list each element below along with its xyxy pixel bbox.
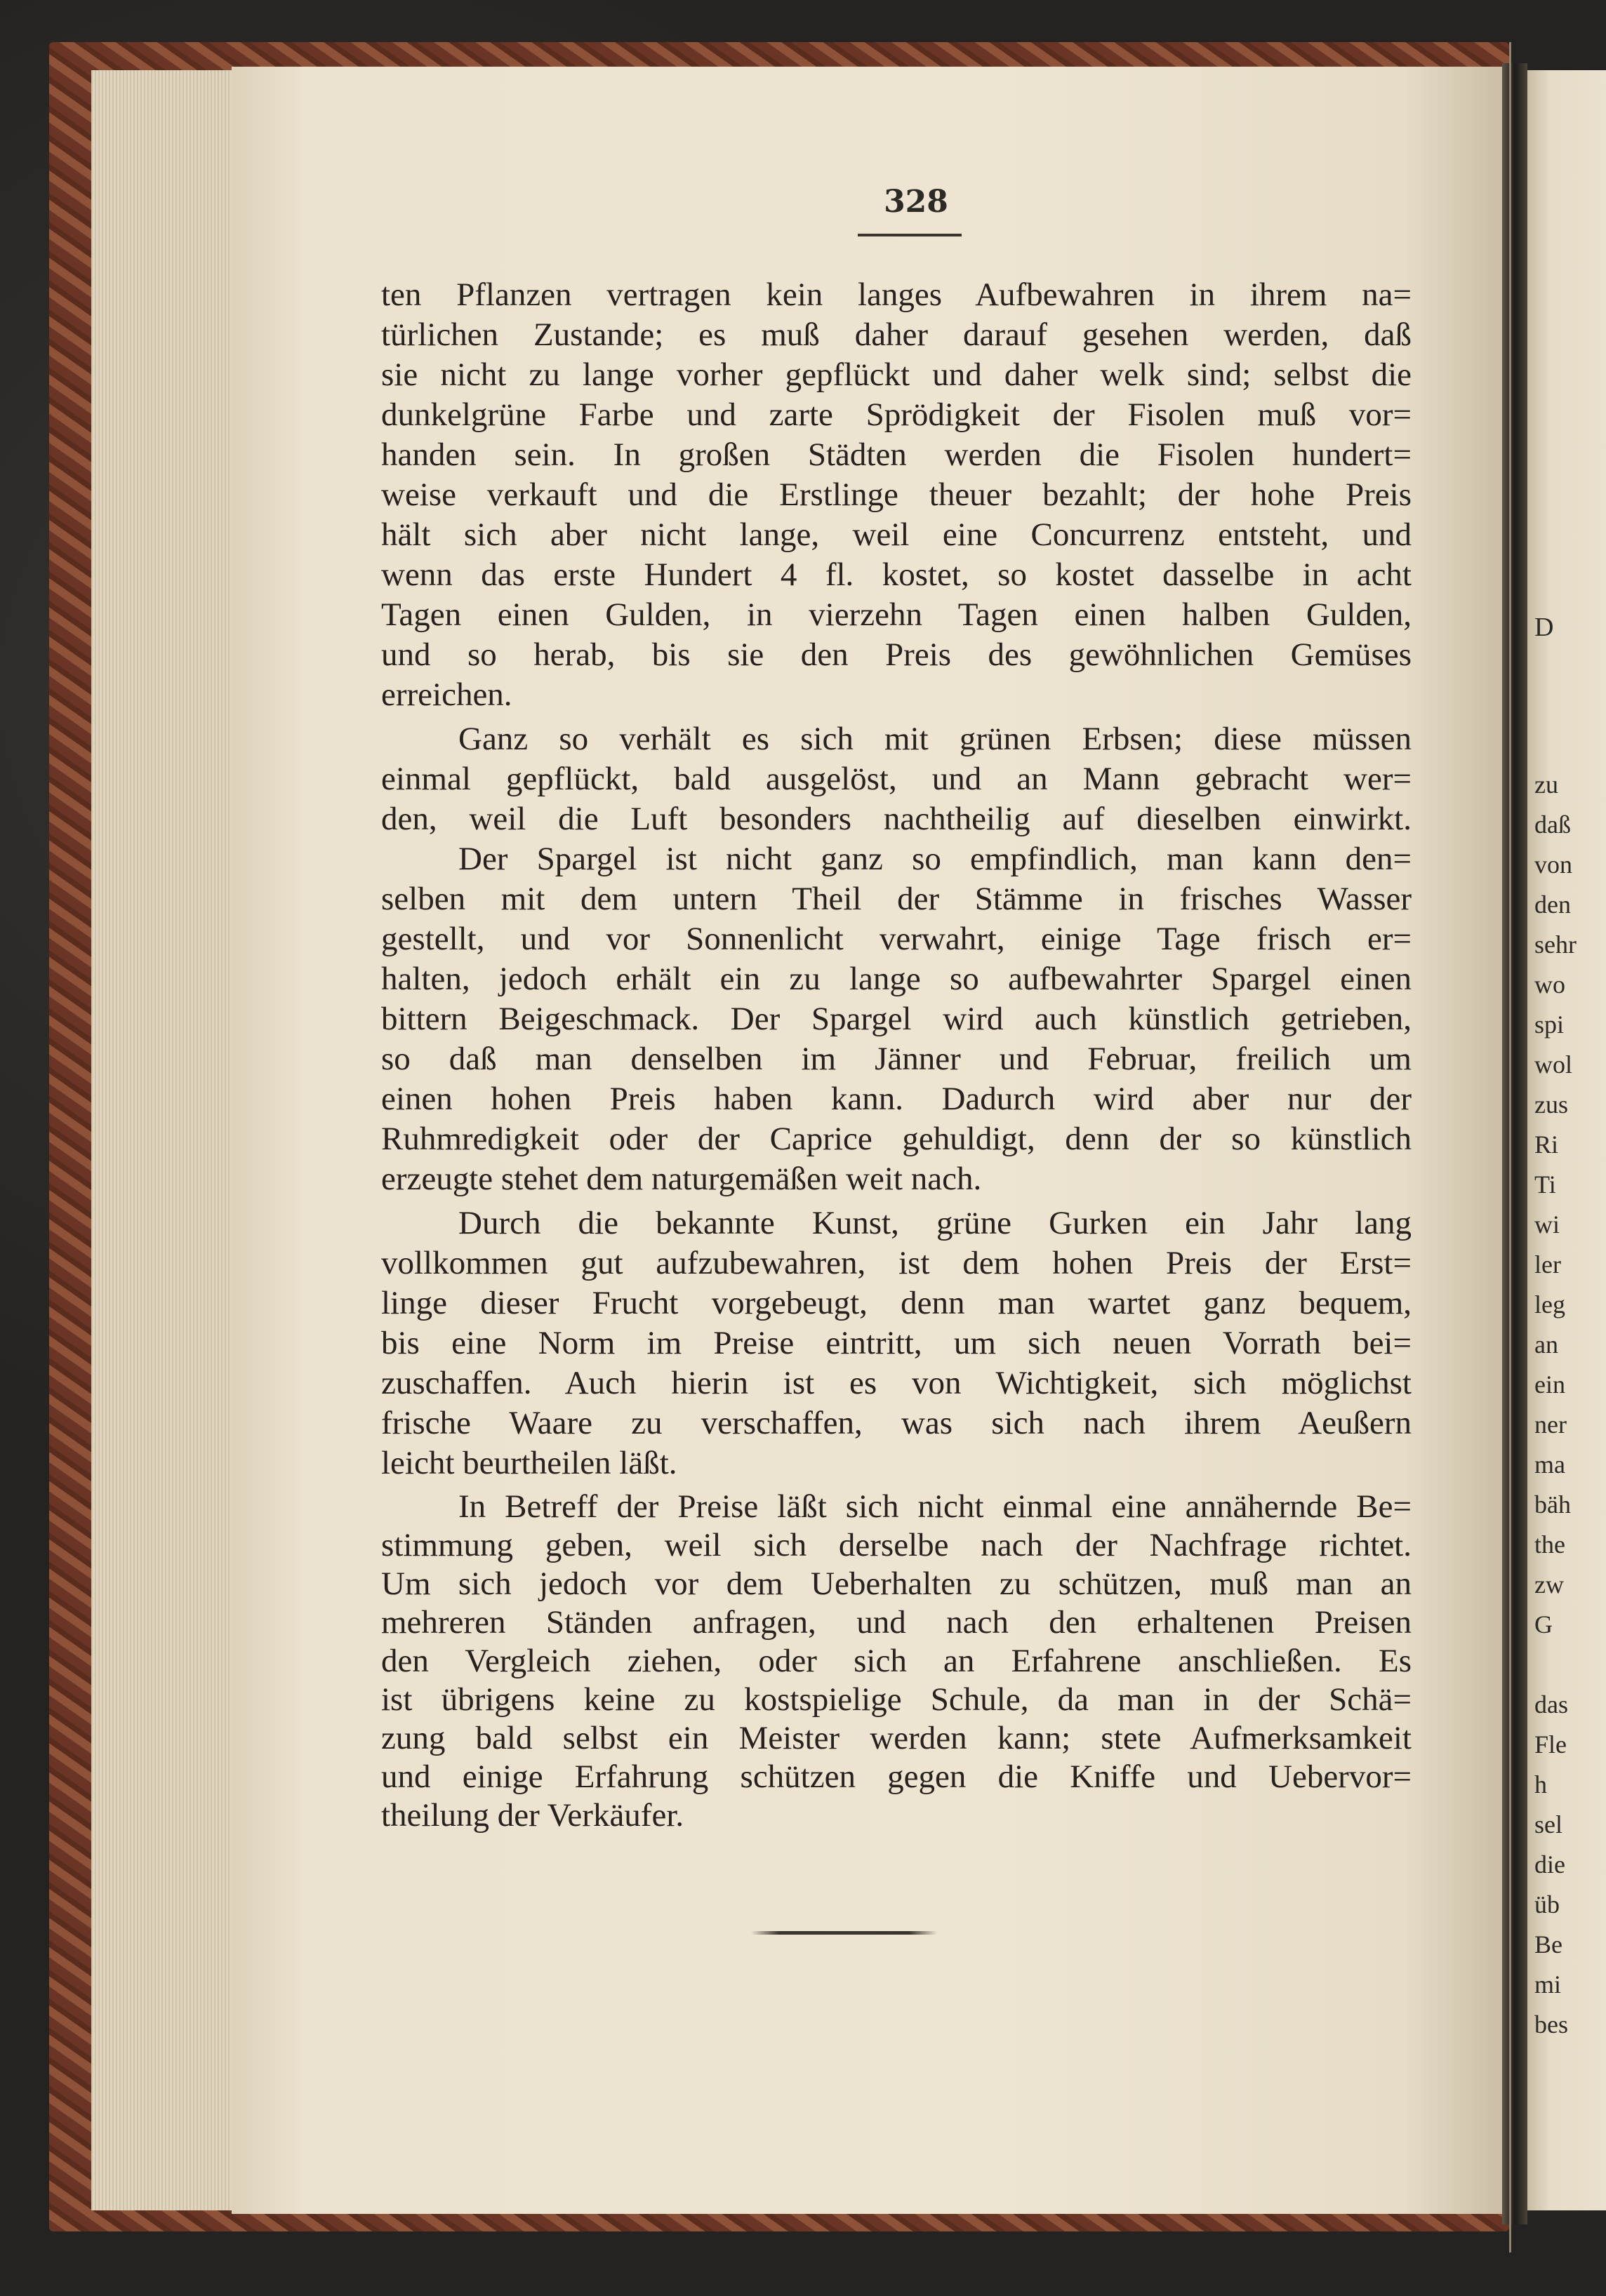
text-line: theilung der Verkäufer. — [381, 1797, 684, 1834]
next-page-fragment: die — [1534, 1850, 1565, 1878]
text-line: Ganz so verhält es sich mit grünen Erbsen; diese müssen — [458, 721, 1412, 757]
text-line: leicht beurtheilen läßt. — [381, 1445, 677, 1481]
text-line: Ruhmredigkeit oder der Caprice gehuldigt, denn der so künstlich — [381, 1121, 1412, 1157]
text-line: Um sich jedoch vor dem Ueberhalten zu schützen, muß man an — [381, 1566, 1412, 1602]
header-rule — [858, 234, 962, 236]
text-line: zuschaffen. Auch hierin ist es von Wichtigkeit, sich möglichst — [381, 1365, 1412, 1401]
text-line: hält sich aber nicht lange, weil eine Concurrenz entsteht, und — [381, 516, 1412, 553]
next-page-fragment: zu — [1534, 770, 1558, 799]
spine-line — [1509, 42, 1511, 2252]
text-line: weise verkauft und die Erstlinge theuer bezahlt; der hohe Preis — [381, 476, 1412, 513]
next-page-fragment: mi — [1534, 1970, 1562, 1998]
text-line: vollkommen gut aufzubewahren, ist dem hohen Preis der Erst= — [381, 1245, 1412, 1281]
text-line: einmal gepflückt, bald ausgelöst, und an Mann gebracht wer= — [381, 761, 1412, 797]
text-line: ten Pflanzen vertragen kein langes Aufbewahren in ihrem na= — [381, 276, 1412, 313]
next-page-fragment: sel — [1534, 1810, 1562, 1838]
paragraph — [381, 1488, 1412, 1835]
next-page-fragment: Fle — [1534, 1730, 1567, 1758]
text-line: bis eine Norm im Preise eintritt, um sich neuen Vorrath bei= — [381, 1325, 1412, 1361]
next-page-fragment: wi — [1534, 1210, 1560, 1239]
end-rule — [751, 1931, 937, 1935]
body-text — [381, 275, 1412, 1839]
text-line: halten, jedoch erhält ein zu lange so aufbewahrter Spargel einen — [381, 961, 1412, 997]
next-page-fragment: h — [1534, 1770, 1547, 1798]
text-line: Tagen einen Gulden, in vierzehn Tagen einen halben Gulden, — [381, 596, 1412, 633]
page-edges — [91, 70, 239, 2210]
next-page-fragment: Be — [1534, 1930, 1562, 1958]
text-line: In Betreff der Preise läßt sich nicht einmal eine annähernde Be= — [458, 1488, 1412, 1525]
book-spine — [1502, 63, 1527, 2224]
paragraph — [381, 275, 1412, 715]
next-page-fragment: daß — [1534, 810, 1571, 839]
text-line: und einige Erfahrung schützen gegen die Kniffe und Uebervor= — [381, 1758, 1412, 1795]
next-page-fragment: wol — [1534, 1050, 1572, 1079]
paragraph — [381, 719, 1412, 1199]
text-line: frische Waare zu verschaffen, was sich nach ihrem Aeußern — [381, 1405, 1412, 1441]
text-line: stimmung geben, weil sich derselbe nach der Nachfrage richtet. — [381, 1527, 1412, 1563]
next-page-fragment: ler — [1534, 1250, 1561, 1279]
next-page-fragment: bes — [1534, 2010, 1568, 2038]
next-page-fragment: Ti — [1534, 1170, 1556, 1199]
next-page-fragment: spi — [1534, 1010, 1565, 1039]
text-line: zung bald selbst ein Meister werden kann; stete Aufmerksamkeit — [381, 1720, 1412, 1756]
text-line: Der Spargel ist nicht ganz so empfindlich, man kann den= — [458, 841, 1412, 877]
text-line: mehreren Ständen anfragen, und nach den erhaltenen Preisen — [381, 1604, 1412, 1641]
next-page-fragment: bäh — [1534, 1490, 1571, 1519]
next-page-fragment: wo — [1534, 970, 1565, 999]
next-page-fragment: ein — [1534, 1370, 1565, 1399]
text-line: dunkelgrüne Farbe und zarte Sprödigkeit der Fisolen muß vor= — [381, 396, 1412, 433]
text-line: so daß man denselben im Jänner und Februar, freilich um — [381, 1041, 1412, 1077]
next-page-fragment: the — [1534, 1530, 1565, 1559]
next-page-fragment: ner — [1534, 1410, 1567, 1439]
next-page-fragment: an — [1534, 1330, 1558, 1359]
next-page-fragments — [1534, 765, 1577, 2045]
next-page-fragment: G — [1534, 1610, 1553, 1638]
text-line: ist übrigens keine zu kostspielige Schule, da man in der Schä= — [381, 1681, 1412, 1718]
next-page-fragment: das — [1534, 1690, 1568, 1718]
next-page-fragment: ma — [1534, 1450, 1565, 1479]
text-line: einen hohen Preis haben kann. Dadurch wird aber nur der — [381, 1081, 1412, 1117]
text-line: den, weil die Luft besonders nachtheilig auf dieselben einwirkt. — [381, 801, 1412, 837]
paragraph — [381, 1203, 1412, 1483]
text-line: selben mit dem untern Theil der Stämme in frisches Wasser — [381, 881, 1412, 917]
text-line: und so herab, bis sie den Preis des gewöhnlichen Gemüses — [381, 636, 1412, 673]
next-page-fragment: den — [1534, 890, 1571, 919]
next-page-fragment: von — [1534, 850, 1572, 879]
next-page-fragment: zus — [1534, 1090, 1568, 1119]
page-number: 328 — [884, 184, 948, 220]
next-page-fragment: D — [1534, 613, 1554, 642]
text-line: linge dieser Frucht vorgebeugt, denn man wartet ganz bequem, — [381, 1285, 1412, 1321]
text-line: türlichen Zustande; es muß daher darauf gesehen werden, daß — [381, 316, 1412, 353]
text-line: sie nicht zu lange vorher gepflückt und daher welk sind; selbst die — [381, 356, 1412, 393]
text-line: erreichen. — [381, 676, 512, 713]
next-page-fragment: sehr — [1534, 930, 1577, 959]
text-line: den Vergleich ziehen, oder sich an Erfahrene anschließen. Es — [381, 1643, 1412, 1679]
text-line: wenn das erste Hundert 4 fl. kostet, so kostet dasselbe in acht — [381, 556, 1412, 593]
text-line: Durch die bekannte Kunst, grüne Gurken ein Jahr lang — [458, 1205, 1412, 1241]
text-line: bittern Beigeschmack. Der Spargel wird auch künstlich getrieben, — [381, 1001, 1412, 1037]
next-page-fragment: leg — [1534, 1290, 1565, 1319]
next-page-fragment: zw — [1534, 1570, 1564, 1598]
text-line: handen sein. In großen Städten werden die Fisolen hundert= — [381, 436, 1412, 473]
next-page-fragment: Ri — [1534, 1130, 1559, 1159]
text-line: gestellt, und vor Sonnenlicht verwahrt, einige Tage frisch er= — [381, 921, 1412, 957]
text-line: erzeugte stehet dem naturgemäßen weit nach. — [381, 1161, 982, 1197]
next-page-fragment: üb — [1534, 1890, 1560, 1918]
